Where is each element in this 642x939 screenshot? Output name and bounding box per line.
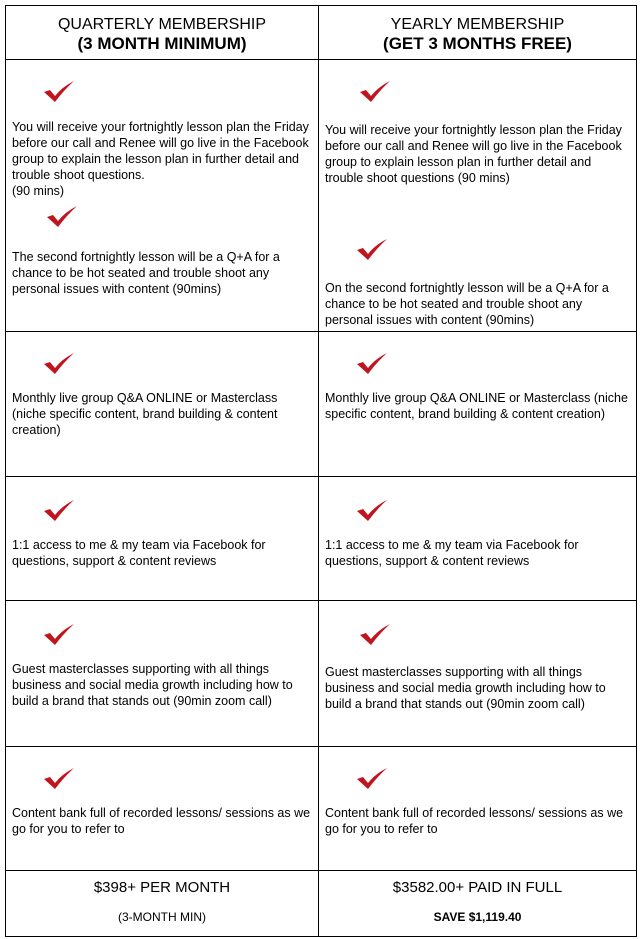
quarterly-access-cell [6,477,319,601]
yearly-lesson-plan-text: You will receive your fortnightly lesson plan the Friday before our call and Renee will go live in the Facebook group to explain lesson plan in further detail and trouble shoot questions (90 mins) [325,123,622,185]
quarterly-header [6,6,319,60]
quarterly-title: QUARTERLY MEMBERSHIP [57,16,267,33]
quarterly-price-cell [6,871,319,937]
quarterly-bank-cell [6,747,319,871]
yearly-price-cell [319,871,637,937]
yearly-monthly-cell [319,332,637,477]
checkmark-icon [355,499,389,523]
yearly-bank-text: Content bank full of recorded lessons/ sessions as we go for you to refer to [325,806,624,836]
checkmark-icon [358,623,392,647]
quarterly-monthly-cell [6,332,319,477]
yearly-header [319,6,637,60]
yearly-access-text: 1:1 access to me & my team via Facebook for questions, support & content reviews [325,538,579,568]
membership-comparison-table [5,5,637,937]
quarterly-lesson-plan-duration: (90 mins) [12,184,65,198]
yearly-guest-text: Guest masterclasses supporting with all things business and social media growth including how to build a brand that stands out (90min zoom call) [325,665,606,711]
quarterly-subtitle: (3 MONTH MINIMUM) [77,34,247,53]
checkmark-icon [355,238,389,262]
quarterly-qa-text: The second fortnightly lesson will be a Q+A for a chance to be hot seated and trouble shoot any personal issues with content (90mins) [12,250,280,296]
quarterly-guest-text: Guest masterclasses supporting with all things business and social media growth including how to build a brand that stands out (90min zoom call) [12,662,293,708]
checkmark-icon [42,352,76,376]
checkmark-icon [355,767,389,791]
yearly-title: YEARLY MEMBERSHIP [390,16,565,33]
quarterly-price: $398+ PER MONTH [93,879,231,896]
checkmark-icon [42,499,76,523]
yearly-savings-note: SAVE $1,119.40 [433,910,522,924]
yearly-bank-cell [319,747,637,871]
yearly-monthly-text: Monthly live group Q&A ONLINE or Masterclass (niche specific content, brand building & content creation) [325,391,628,421]
yearly-guest-cell [319,601,637,747]
checkmark-icon [42,80,76,104]
quarterly-guest-cell [6,601,319,747]
checkmark-icon [358,80,392,104]
yearly-price: $3582.00+ PAID IN FULL [392,879,563,896]
quarterly-price-note: (3-MONTH MIN) [118,910,206,924]
quarterly-lesson-plan-text: You will receive your fortnightly lesson plan the Friday before our call and Renee will go live in the Facebook group to explain the lesson plan in further detail and trouble shoot questions. [12,120,309,182]
yearly-lesson-cell [319,60,637,332]
quarterly-bank-text: Content bank full of recorded lessons/ sessions as we go for you to refer to [12,806,311,836]
yearly-access-cell [319,477,637,601]
checkmark-icon [45,205,79,229]
quarterly-lesson-cell [6,60,319,332]
checkmark-icon [42,767,76,791]
quarterly-access-text: 1:1 access to me & my team via Facebook for questions, support & content reviews [12,538,266,568]
yearly-subtitle: (GET 3 MONTHS FREE) [383,34,572,53]
quarterly-monthly-text: Monthly live group Q&A ONLINE or Masterclass (niche specific content, brand building & content creation) [12,391,278,437]
checkmark-icon [42,623,76,647]
yearly-qa-text: On the second fortnightly lesson will be a Q+A for a chance to be hot seated and trouble shoot any personal issues with content (90mins) [325,281,609,327]
checkmark-icon [355,352,389,376]
